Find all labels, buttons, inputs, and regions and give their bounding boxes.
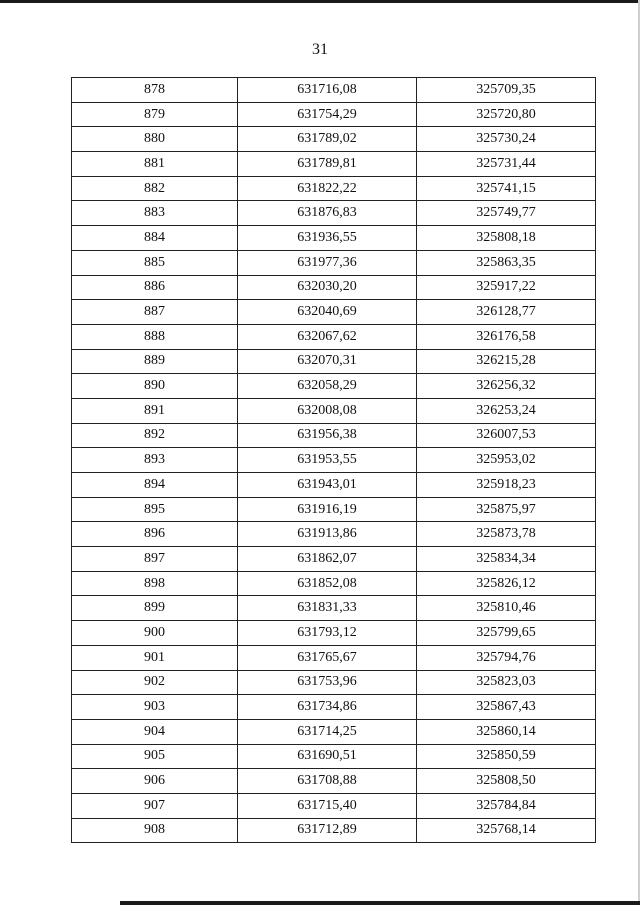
x-coordinate-cell: 631793,12 (238, 621, 417, 646)
table-row (72, 275, 596, 300)
table-row (72, 374, 596, 399)
y-coordinate-cell: 326253,24 (417, 398, 596, 423)
x-coordinate-cell: 631862,07 (238, 547, 417, 572)
y-coordinate-cell: 325917,22 (417, 275, 596, 300)
table-row (72, 300, 596, 325)
x-coordinate-cell: 631876,83 (238, 201, 417, 226)
point-number-cell: 889 (72, 349, 238, 374)
point-number-cell: 888 (72, 324, 238, 349)
y-coordinate-cell: 325850,59 (417, 744, 596, 769)
x-coordinate-cell: 631977,36 (238, 250, 417, 275)
point-number-cell: 881 (72, 152, 238, 177)
y-coordinate-cell: 325810,46 (417, 596, 596, 621)
table-row (72, 744, 596, 769)
point-number-cell: 895 (72, 497, 238, 522)
y-coordinate-cell: 325730,24 (417, 127, 596, 152)
coordinates-table-body (72, 78, 596, 843)
point-number-cell: 885 (72, 250, 238, 275)
x-coordinate-cell: 631734,86 (238, 695, 417, 720)
point-number-cell: 901 (72, 645, 238, 670)
point-number-cell: 886 (72, 275, 238, 300)
x-coordinate-cell: 631765,67 (238, 645, 417, 670)
x-coordinate-cell: 631753,96 (238, 670, 417, 695)
table-row (72, 127, 596, 152)
point-number-cell: 880 (72, 127, 238, 152)
point-number-cell: 902 (72, 670, 238, 695)
table-row (72, 226, 596, 251)
y-coordinate-cell: 325834,34 (417, 547, 596, 572)
table-row (72, 695, 596, 720)
y-coordinate-cell: 325875,97 (417, 497, 596, 522)
table-row (72, 250, 596, 275)
x-coordinate-cell: 631715,40 (238, 793, 417, 818)
y-coordinate-cell: 326007,53 (417, 423, 596, 448)
y-coordinate-cell: 325768,14 (417, 818, 596, 843)
y-coordinate-cell: 325741,15 (417, 176, 596, 201)
point-number-cell: 894 (72, 473, 238, 498)
table-row (72, 497, 596, 522)
table-row (72, 152, 596, 177)
table-row (72, 78, 596, 103)
x-coordinate-cell: 631708,88 (238, 769, 417, 794)
y-coordinate-cell: 325873,78 (417, 522, 596, 547)
point-number-cell: 884 (72, 226, 238, 251)
table-row (72, 473, 596, 498)
scan-bottom-edge (120, 901, 640, 905)
x-coordinate-cell: 631690,51 (238, 744, 417, 769)
page-number: 31 (312, 41, 328, 58)
table-row (72, 448, 596, 473)
table-row (72, 818, 596, 843)
point-number-cell: 899 (72, 596, 238, 621)
table-row (72, 349, 596, 374)
point-number-cell: 887 (72, 300, 238, 325)
point-number-cell: 892 (72, 423, 238, 448)
x-coordinate-cell: 631822,22 (238, 176, 417, 201)
point-number-cell: 882 (72, 176, 238, 201)
scan-top-edge (0, 0, 640, 3)
y-coordinate-cell: 325808,50 (417, 769, 596, 794)
point-number-cell: 890 (72, 374, 238, 399)
point-number-cell: 878 (72, 78, 238, 103)
y-coordinate-cell: 325860,14 (417, 719, 596, 744)
x-coordinate-cell: 631714,25 (238, 719, 417, 744)
y-coordinate-cell: 326256,32 (417, 374, 596, 399)
x-coordinate-cell: 631943,01 (238, 473, 417, 498)
table-row (72, 423, 596, 448)
table-row (72, 201, 596, 226)
table-row (72, 645, 596, 670)
y-coordinate-cell: 325749,77 (417, 201, 596, 226)
x-coordinate-cell: 631953,55 (238, 448, 417, 473)
y-coordinate-cell: 325799,65 (417, 621, 596, 646)
x-coordinate-cell: 632040,69 (238, 300, 417, 325)
point-number-cell: 908 (72, 818, 238, 843)
point-number-cell: 907 (72, 793, 238, 818)
x-coordinate-cell: 632067,62 (238, 324, 417, 349)
y-coordinate-cell: 325953,02 (417, 448, 596, 473)
table-row (72, 571, 596, 596)
x-coordinate-cell: 631712,89 (238, 818, 417, 843)
table-row (72, 324, 596, 349)
x-coordinate-cell: 631754,29 (238, 102, 417, 127)
x-coordinate-cell: 631831,33 (238, 596, 417, 621)
x-coordinate-cell: 631789,02 (238, 127, 417, 152)
table-row (72, 102, 596, 127)
point-number-cell: 893 (72, 448, 238, 473)
y-coordinate-cell: 325863,35 (417, 250, 596, 275)
point-number-cell: 897 (72, 547, 238, 572)
table-row (72, 719, 596, 744)
x-coordinate-cell: 631936,55 (238, 226, 417, 251)
point-number-cell: 879 (72, 102, 238, 127)
x-coordinate-cell: 631916,19 (238, 497, 417, 522)
y-coordinate-cell: 325808,18 (417, 226, 596, 251)
y-coordinate-cell: 325826,12 (417, 571, 596, 596)
y-coordinate-cell: 325720,80 (417, 102, 596, 127)
y-coordinate-cell: 325867,43 (417, 695, 596, 720)
table-row (72, 793, 596, 818)
x-coordinate-cell: 631789,81 (238, 152, 417, 177)
table-row (72, 621, 596, 646)
point-number-cell: 903 (72, 695, 238, 720)
y-coordinate-cell: 326176,58 (417, 324, 596, 349)
y-coordinate-cell: 325784,84 (417, 793, 596, 818)
point-number-cell: 906 (72, 769, 238, 794)
x-coordinate-cell: 632030,20 (238, 275, 417, 300)
table-row (72, 670, 596, 695)
x-coordinate-cell: 631913,86 (238, 522, 417, 547)
table-row (72, 769, 596, 794)
y-coordinate-cell: 325709,35 (417, 78, 596, 103)
x-coordinate-cell: 631852,08 (238, 571, 417, 596)
y-coordinate-cell: 325794,76 (417, 645, 596, 670)
point-number-cell: 900 (72, 621, 238, 646)
point-number-cell: 891 (72, 398, 238, 423)
point-number-cell: 904 (72, 719, 238, 744)
y-coordinate-cell: 326215,28 (417, 349, 596, 374)
coordinates-table (71, 77, 596, 843)
y-coordinate-cell: 325731,44 (417, 152, 596, 177)
point-number-cell: 898 (72, 571, 238, 596)
y-coordinate-cell: 326128,77 (417, 300, 596, 325)
x-coordinate-cell: 631956,38 (238, 423, 417, 448)
table-row (72, 547, 596, 572)
y-coordinate-cell: 325823,03 (417, 670, 596, 695)
table-row (72, 176, 596, 201)
x-coordinate-cell: 631716,08 (238, 78, 417, 103)
table-row (72, 398, 596, 423)
table-row (72, 596, 596, 621)
point-number-cell: 905 (72, 744, 238, 769)
point-number-cell: 883 (72, 201, 238, 226)
x-coordinate-cell: 632058,29 (238, 374, 417, 399)
x-coordinate-cell: 632070,31 (238, 349, 417, 374)
y-coordinate-cell: 325918,23 (417, 473, 596, 498)
table-row (72, 522, 596, 547)
point-number-cell: 896 (72, 522, 238, 547)
x-coordinate-cell: 632008,08 (238, 398, 417, 423)
